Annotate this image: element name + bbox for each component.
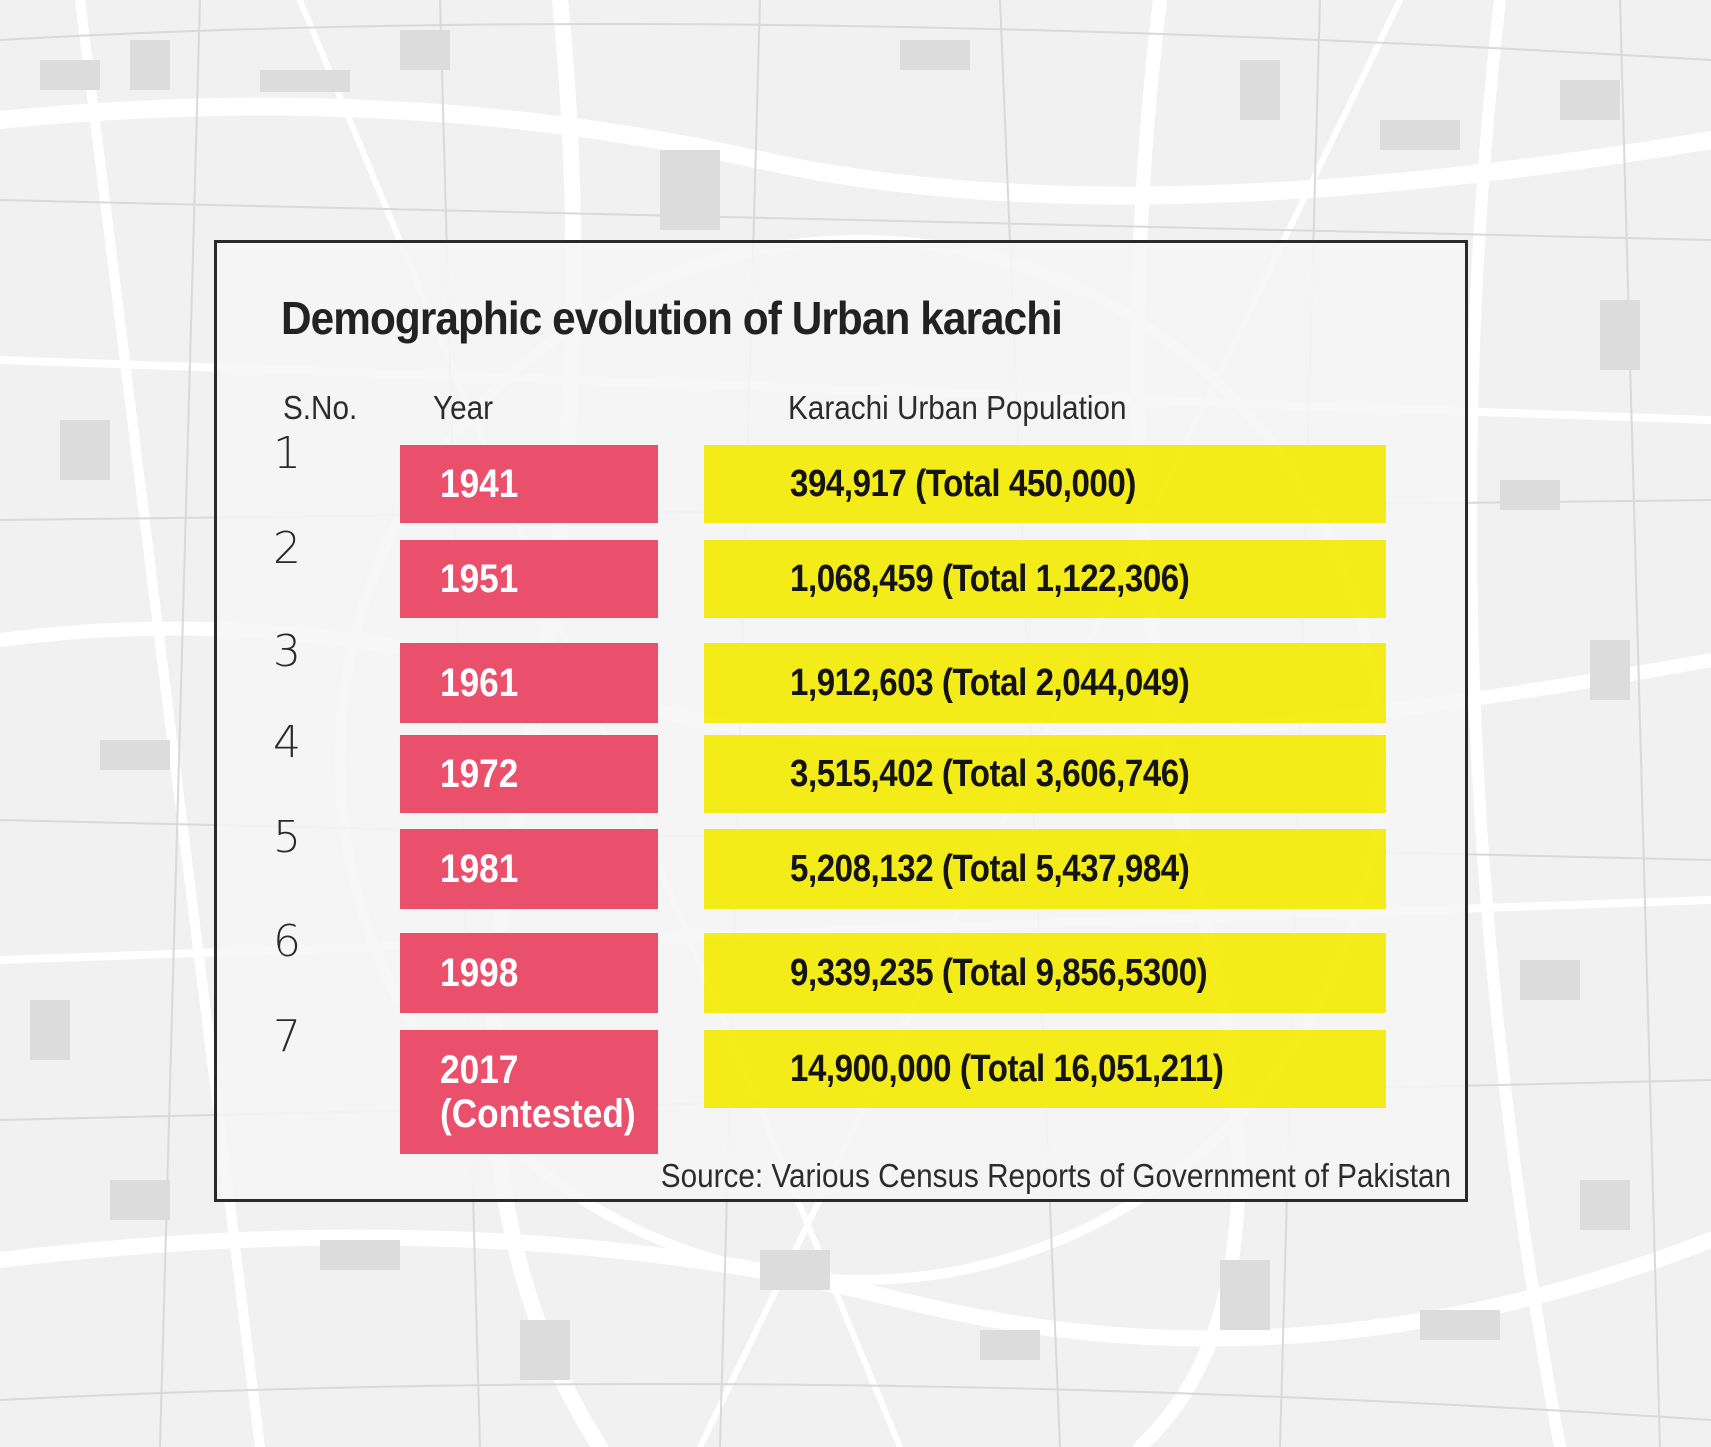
row-4-population: 3,515,402 (Total 3,606,746) [790,752,1190,795]
source-note: Source: Various Census Reports of Government of Pakistan [660,1157,1451,1194]
row-1-year-cell [400,445,658,523]
row-4-sno: 4 [273,717,301,768]
row-3-population-cell [704,643,1386,723]
row-2-year-cell [400,540,658,618]
row-6-sno: 6 [273,916,301,967]
row-1-population-cell [704,445,1386,523]
row-5-population-cell [704,829,1386,909]
row-1-year: 1941 [440,462,519,506]
row-1-sno: 1 [273,428,301,479]
row-2-sno: 2 [273,523,301,574]
row-7-population: 14,900,000 (Total 16,051,211) [790,1047,1224,1090]
row-2-population: 1,068,459 (Total 1,122,306) [790,557,1190,600]
header-year: Year [433,389,494,426]
row-6-population-cell [704,933,1386,1013]
row-3-year: 1961 [440,661,519,705]
row-7-year-note: (Contested) [440,1092,636,1136]
chart-title: Demographic evolution of Urban karachi [281,292,1063,344]
row-3-population: 1,912,603 (Total 2,044,049) [790,661,1190,704]
table-panel [214,240,1468,1202]
header-sno: S.No. [283,389,358,426]
row-4-population-cell [704,735,1386,813]
row-5-population: 5,208,132 (Total 5,437,984) [790,847,1190,890]
row-7-sno: 7 [273,1011,301,1062]
row-4-year: 1972 [440,752,519,796]
row-5-sno: 5 [273,812,301,863]
row-1-population: 394,917 (Total 450,000) [790,462,1136,505]
row-3-year-cell [400,643,658,723]
row-6-year: 1998 [440,951,519,995]
row-7-population-cell [704,1030,1386,1108]
row-5-year-cell [400,829,658,909]
row-2-population-cell [704,540,1386,618]
row-7-year: 2017 [440,1048,519,1092]
header-population: Karachi Urban Population [788,389,1127,426]
row-2-year: 1951 [440,557,519,601]
row-6-population: 9,339,235 (Total 9,856,5300) [790,951,1208,994]
row-3-sno: 3 [273,626,301,677]
row-6-year-cell [400,933,658,1013]
row-7-year-cell [400,1030,658,1154]
row-5-year: 1981 [440,847,519,891]
row-4-year-cell [400,735,658,813]
